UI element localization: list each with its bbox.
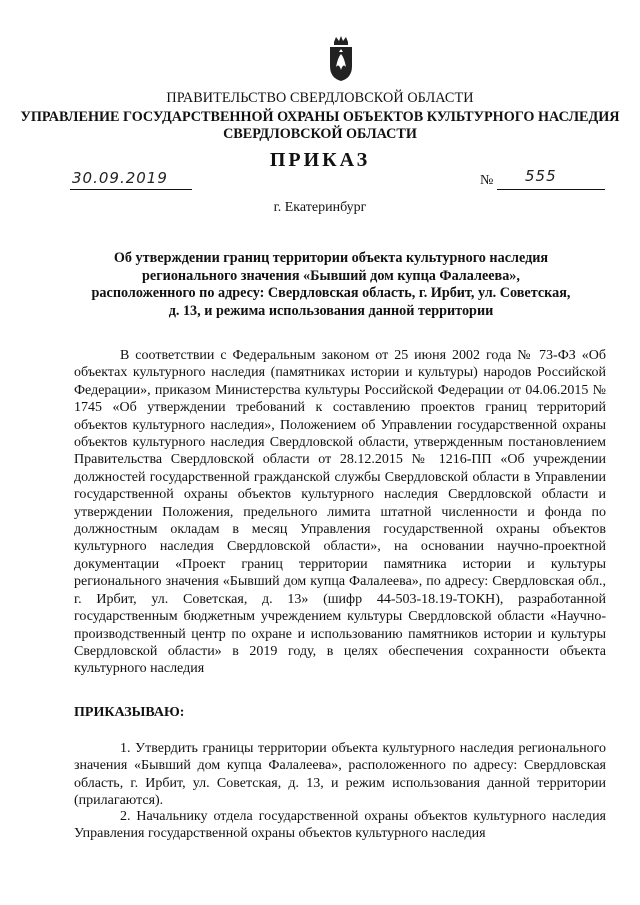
order-item-2: 2. Начальнику отдела государственной охраны объектов культурного наследия Управления государственной охраны объектов культурного наследия (74, 809, 606, 842)
number-sign: № (480, 173, 494, 188)
order-number-field (497, 167, 605, 190)
government-name: ПРАВИТЕЛЬСТВО СВЕРДЛОВСКОЙ ОБЛАСТИ (166, 90, 474, 106)
department-name (0, 109, 640, 143)
document-title: Об утверждении границ территории объекта культурного наследия регионального значения «Бывший дом купца Фалалеева», расположенного по адресу: Свердловская область, г. Ирбит, ул. Советская, д. 13, и режима использования данной территории (91, 250, 571, 319)
preamble-paragraph: В соответствии с Федеральным законом от 25 июня 2002 года № 73-ФЗ «Об объектах культурного наследия (памятниках истории и культуры) народов Российской Федерации», приказом Министерства культуры Российской Федерации от 04.06.2015 № 1745 «Об утверждении требований к составлению проектов границ территорий объектов культурного наследия», Положением об Управлении государственной охраны объектов культурного наследия Свердловской области, утвержденным постановлением Правительства Свердловской области от 28.12.2015 № 1216-ПП «Об учреждении должностей государственной гражданской службы Свердловской области в Управлении государственной охраны объектов культурного наследия Свердловской области и утверждении Положения, предельного лимита штатной численности и фонда по должностным окладам в месяц Управления государственной охраны объектов культурного наследия Свердловской области», на основании научно-проектной документации «Проект границ территории памятника истории и культуры регионального значения «Бывший дом купца Фалалеева», по адресу: Свердловская обл., г. Ирбит, ул. Советская, д. 13» (шифр 44-503-18.19-ТОКН), разработанной государственным бюджетным учреждением культуры Свердловской области «Научно-производственный центр по охране и использованию памятников истории и культуры Свердловской области» в 2019 году, в целях обеспечения сохранности объекта культурного наследия (74, 348, 606, 677)
city: г. Екатеринбург (273, 200, 367, 215)
order-date-field (70, 171, 192, 190)
order-date: 30.09.2019 (72, 169, 168, 187)
order-item-1: 1. Утвердить границы территории объекта культурного наследия регионального значения «Бывший дом купца Фалалеева», расположенного по адресу: Свердловская область, г. Ирбит, ул. Советская, д. 13, и режим использования данной территории (прилагаются). (74, 741, 606, 809)
order-number: 555 (525, 167, 557, 185)
decree-word: ПРИКАЗЫВАЮ: (74, 705, 185, 720)
department-line-1: УПРАВЛЕНИЕ ГОСУДАРСТВЕННОЙ ОХРАНЫ ОБЪЕКТОВ КУЛЬТУРНОГО НАСЛЕДИЯ (20, 109, 620, 125)
order-title: ПРИКАЗ (269, 149, 371, 171)
department-line-2: СВЕРДЛОВСКОЙ ОБЛАСТИ (223, 126, 417, 142)
sverdlovsk-coat-of-arms-icon (328, 36, 354, 82)
